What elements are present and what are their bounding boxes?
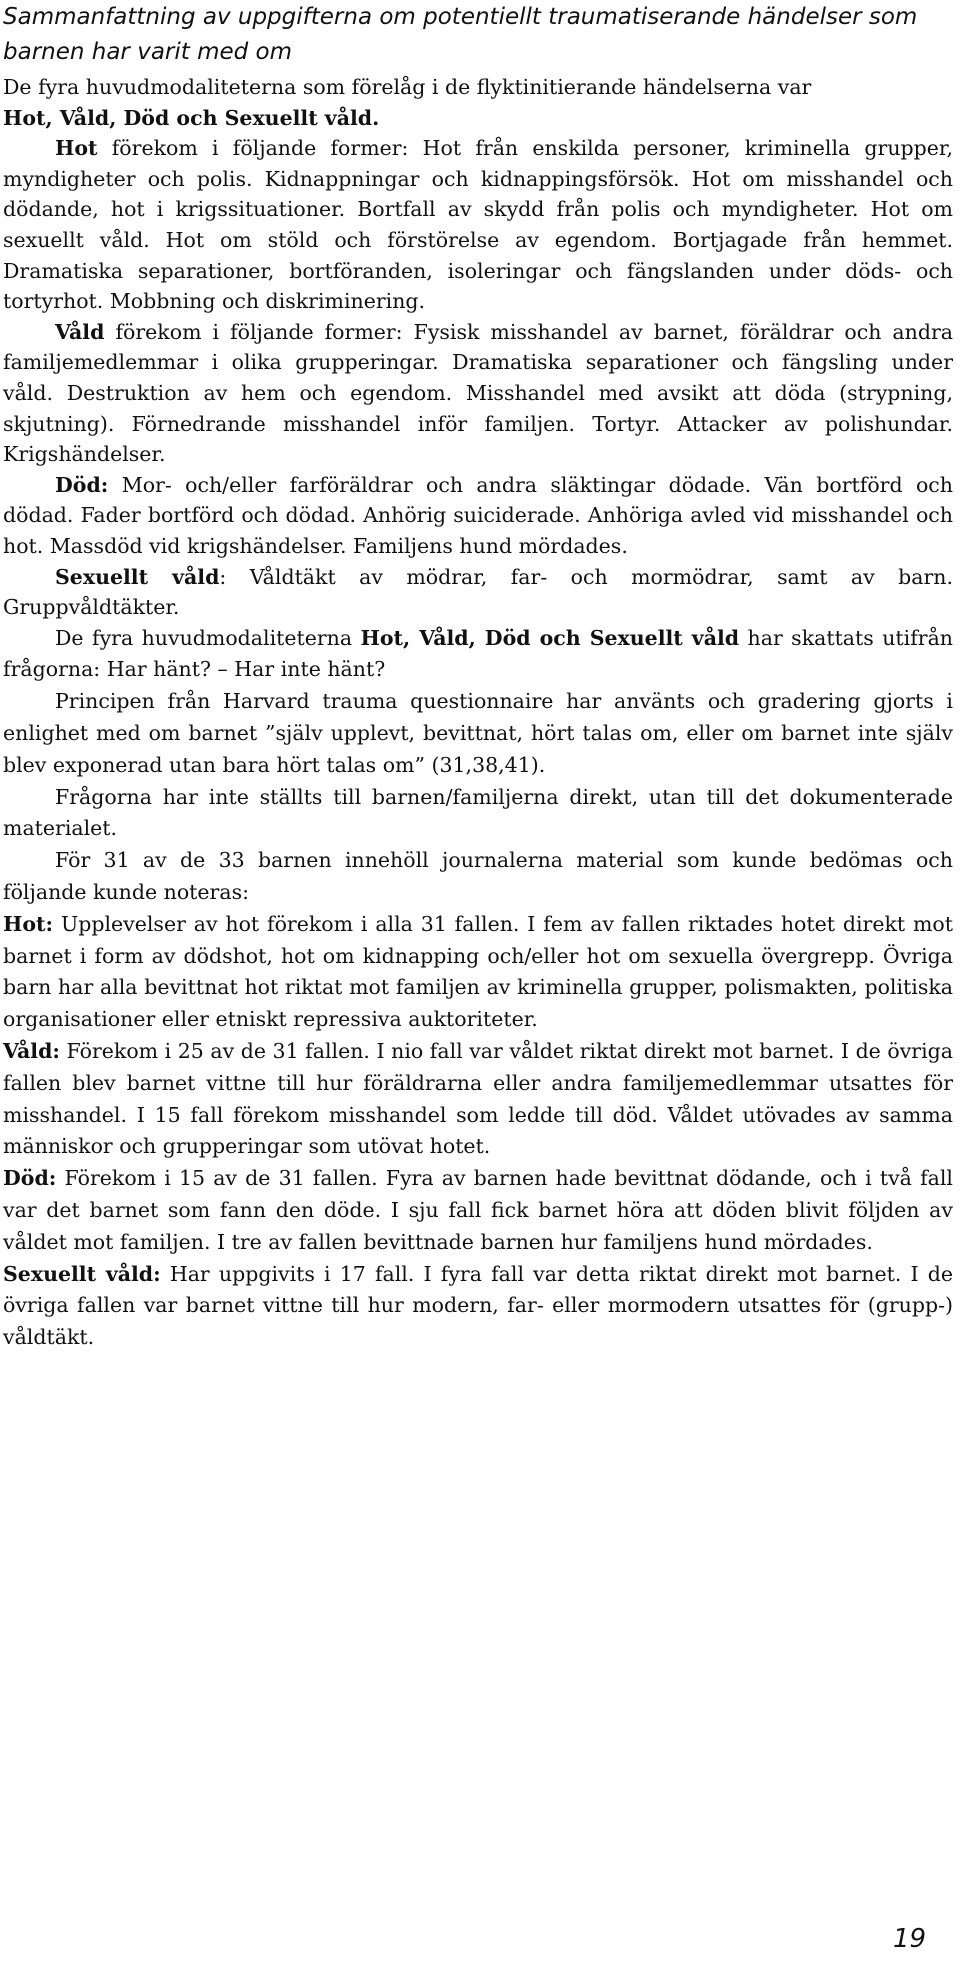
vald-label: Våld (55, 319, 105, 344)
dod-label: Död: (55, 472, 109, 497)
result-sexuellt-vald-label: Sexuellt våld: (3, 1261, 161, 1286)
modalities-bold: Hot, Våld, Död och Sexuellt våld (360, 625, 740, 650)
intro-modalities: Hot, Våld, Död och Sexuellt våld. (3, 105, 380, 130)
sexuellt-vald-forms-text: : Våldtäkt av mödrar, far- och mormödrar, samt av barn. Gruppvåldtäkter. (3, 564, 954, 620)
harvard-principle-paragraph: Principen från Harvard trauma questionnaire har använts och gradering gjorts i enlighet med om barnet ”själv upplevt, bevittnat, hört talas om, eller om barnet inte själv blev exponerad utan bara hört talas om” (31,38,41). (3, 689, 953, 777)
result-sexuellt-vald-text: Har uppgivits i 17 fall. I fyra fall var detta riktat direkt mot barnet. I de övriga fallen var barnet vittne till hur modern, far- eller mormodern utsattes för (grupp-) våldtäkt. (3, 1261, 953, 1350)
journals-paragraph: För 31 av de 33 barnen innehöll journalerna material som kunde bedömas och följande kunde noteras: (3, 848, 953, 905)
intro-line: De fyra huvudmodaliteterna som förelåg i de flyktinitierande händelserna var (3, 75, 812, 99)
modalities-pre: De fyra huvudmodaliteterna (55, 625, 361, 650)
result-dod-text: Förekom i 15 av de 31 fallen. Fyra av barnen hade bevittnat dödande, och i två fall var det barnet som fann den döde. I sju fall fick barnet höra att döden blivit följden av våldet mot familjen. I tre av fallen bevittnade barnen hur familjens hund mördades. (3, 1166, 953, 1254)
vald-forms-text: förekom i följande former: Fysisk misshandel av barnet, föräldrar och andra familjemedlemmar i olika grupperingar. Dramatiska separationer och fängsling under våld. Destruktion av hem och egendom. Misshandel med avsikt att döda (strypning, skjutning). Förnedrande misshandel inför familjen. Tortyr. Attacker av polishundar. Krigshändelser. (3, 319, 953, 467)
result-dod-label: Död: (3, 1166, 57, 1191)
result-dod-paragraph (3, 1163, 953, 1258)
result-sexuellt-vald-paragraph (3, 1259, 953, 1354)
dod-forms-text: Mor- och/eller farföräldrar och andra släktingar dödade. Vän bortförd och dödad. Fader bortförd och dödad. Anhörig suiciderade. Anhöriga avled vid misshandel och hot. Massdöd vid krigshändelser. Familjens hund mördades. (3, 472, 953, 558)
hot-forms-text: förekom i följande former: Hot från enskilda personer, kriminella grupper, myndigheter och polis. Kidnappningar och kidnappingsförsök. Hot om misshandel och dödande, hot i krigssituationer. Bortfall av skydd från polis och myndigheter. Hot om sexuellt våld. Hot om stöld och förstörelse av egendom. Bortjagade från hemmet. Dramatiska separationer, bortföranden, isoleringar och fängslanden under döds- och tortyrhot. Mobbning och diskriminering. (3, 136, 953, 314)
modalities-post: har skattats utifrån frågorna: Har hänt? – Har inte hänt? (3, 625, 954, 682)
page-number: 19 (893, 1924, 927, 1954)
result-vald-paragraph (3, 1036, 953, 1163)
sexuellt-vald-forms-paragraph (3, 562, 953, 623)
hot-forms-paragraph (3, 133, 953, 317)
vald-forms-paragraph (3, 317, 953, 470)
assessment-section (3, 623, 953, 1354)
sexuellt-vald-label: Sexuellt våld (55, 564, 220, 589)
result-vald-label: Våld: (3, 1039, 60, 1064)
questions-paragraph: Frågorna har inte ställts till barnen/familjerna direkt, utan till det dokumenterade materialet. (3, 784, 953, 841)
result-hot-label: Hot: (3, 911, 54, 936)
hot-label: Hot (55, 136, 98, 161)
dod-forms-paragraph (3, 470, 953, 562)
result-hot-paragraph (3, 909, 953, 1036)
modalities-paragraph (3, 623, 953, 687)
intro-paragraph (3, 72, 953, 133)
section-heading: Sammanfattning av uppgifterna om potentiellt traumatiserande händelser som barnen har varit med om (3, 4, 918, 65)
result-hot-text: Upplevelser av hot förekom i alla 31 fallen. I fem av fallen riktades hotet direkt mot barnet i form av dödshot, hot om kidnapping och/eller hot om sexuella övergrepp. Övriga barn har alla bevittnat hot riktat mot familjen av kriminella grupper, polismakten, politiska organisationer eller etniskt repressiva auktoriteter. (3, 911, 953, 1032)
result-vald-text: Förekom i 25 av de 31 fallen. I nio fall var våldet riktat direkt mot barnet. I de övriga fallen blev barnet vittne till hur föräldrarna eller andra familjemedlemmar utsattes för misshandel. I 15 fall förekom misshandel som ledde till död. Våldet utövades av samma människor och grupperingar som utövat hotet. (3, 1039, 953, 1159)
document-body (3, 0, 953, 1354)
